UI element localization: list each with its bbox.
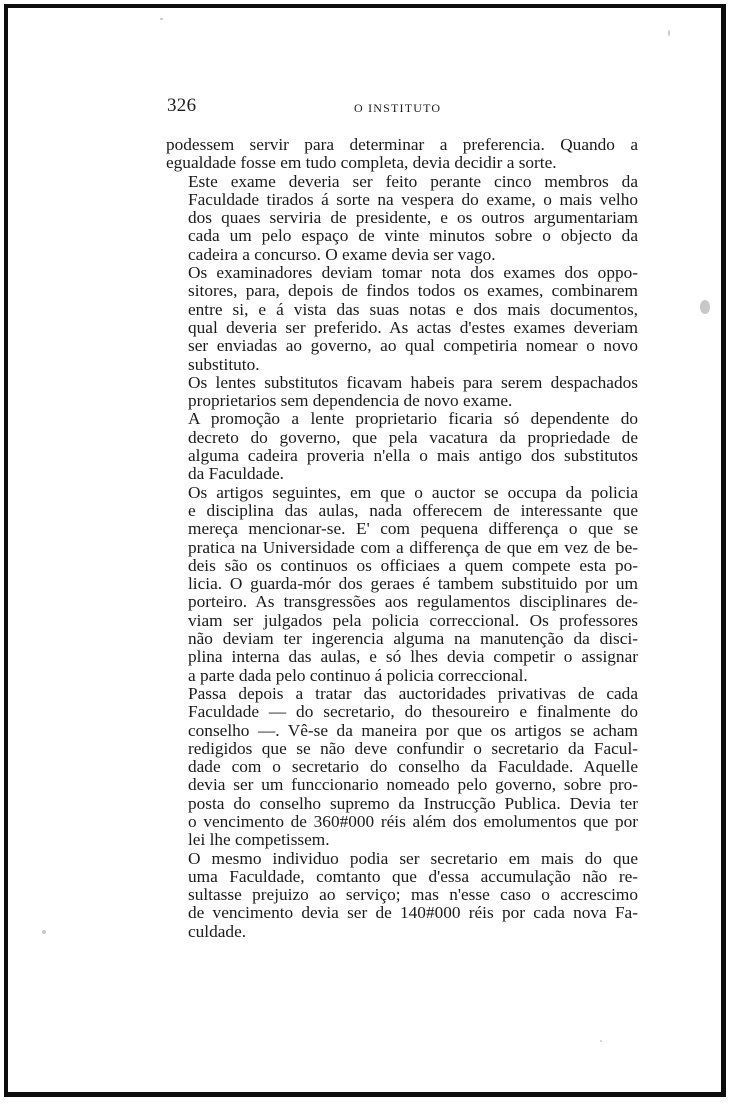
text-line: de vencimento devia ser de 140#000 réis por cada nova Fa- [188,903,638,923]
page-header [167,95,637,121]
text-line: Os lentes substitutos ficavam habeis para serem despachados [188,372,638,392]
text-line: não deviam ter ingerencia alguma na manutenção da disci- [188,629,638,649]
text-line: alguma cadeira proveria n'ella o mais antigo dos substitutos [188,446,638,466]
text-line: e disciplina das aulas, nada offerecem de interessante que [188,500,638,520]
text-line: qual deveria ser preferido. As actas d'estes exames deveriam [188,317,638,337]
text-line: decreto do governo, que pela vacatura da propriedade de [188,427,638,447]
text-line: Os artigos seguintes, em que o auctor se occupa da policia [188,482,638,502]
text-line: o vencimento de 360#000 réis além dos emolumentos que por [188,811,638,831]
text-line: Os examinadores deviam tomar nota dos exames dos oppo- [188,263,638,283]
text-line: uma Faculdade, comtanto que d'essa accumulação não re- [188,866,638,886]
paragraph [166,685,638,850]
text-line: podessem servir para determinar a preferencia. Quando a [166,135,638,154]
text-line: redigidos que se não deve confundir o secretario da Facul- [188,738,638,758]
text-line: Este exame deveria ser feito perante cinco membros da [188,171,638,191]
body-text [166,136,638,941]
text-line: ser enviadas ao governo, ao qual competiria nomear o novo [188,336,638,356]
text-line: entre si, e á vista das suas notas e dos mais documentos, [188,299,638,319]
text-line: cadeira a concurso. O exame devia ser vago. [188,244,496,264]
paragraph [166,850,638,941]
paragraph [166,374,638,411]
text-line: cada um pelo espaço de vinte minutos sobre o objecto da [188,226,638,246]
text-line: O mesmo individuo podia ser secretario em mais do que [188,848,638,868]
paragraph [166,484,638,685]
text-line: Faculdade tirados á sorte na vespera do exame, o mais velho [188,189,638,209]
text-line: proprietarios sem dependencia de novo exame. [188,391,513,411]
text-line: culdade. [188,921,247,941]
text-line: A promoção a lente proprietario ficaria só dependente do [188,409,638,429]
text-line: substituto. [188,354,260,374]
text-line: egualdade fosse em tudo completa, devia decidir a sorte. [166,153,557,173]
text-line: Faculdade — do secretario, do thesoureiro e finalmente do [188,702,638,722]
text-line: Passa depois a tratar das auctoridades privativas de cada [188,683,638,703]
paragraph [166,173,638,264]
text-line: plina interna das aulas, e só lhes devia competir o assignar [188,647,638,667]
text-line: a parte dada pelo continuo á policia correccional. [188,665,528,685]
text-line: da Faculdade. [188,464,284,484]
text-line: sitores, para, depois de findos todos os exames, combinarem [188,281,638,301]
text-line: dos quaes serviria de presidente, e os outros argumentariam [188,208,638,228]
paragraph [166,136,638,173]
text-line: deis são os continuos os officiaes a quem compete esta po- [188,555,638,575]
page-number: 326 [167,95,197,116]
text-line: posta do conselho supremo da Instrucção Publica. Devia ter [188,793,638,813]
text-line: sultasse prejuizo ao serviço; mas n'esse caso o accrescimo [188,885,638,905]
text-line: lei lhe competissem. [188,830,330,850]
running-head: O INSTITUTO [354,101,442,115]
text-line: devia ser um funccionario nomeado pelo governo, sobre pro- [188,775,638,795]
text-line: mereça mencionar-se. E' com pequena differença o que se [188,519,638,539]
text-line: pratica na Universidade com a differença de que em vez de be- [188,537,638,557]
paragraph [166,410,638,483]
text-line: viam ser julgados pela policia correccional. Os professores [188,610,638,630]
paragraph [166,264,638,374]
text-line: dade com o secretario do conselho da Faculdade. Aquelle [188,757,638,777]
text-line: conselho —. Vê-se da maneira por que os artigos se acham [188,720,638,740]
text-line: porteiro. As transgressões aos regulamentos disciplinares de- [188,592,638,612]
text-line: licia. O guarda-mór dos geraes é tambem substituido por um [188,574,638,594]
